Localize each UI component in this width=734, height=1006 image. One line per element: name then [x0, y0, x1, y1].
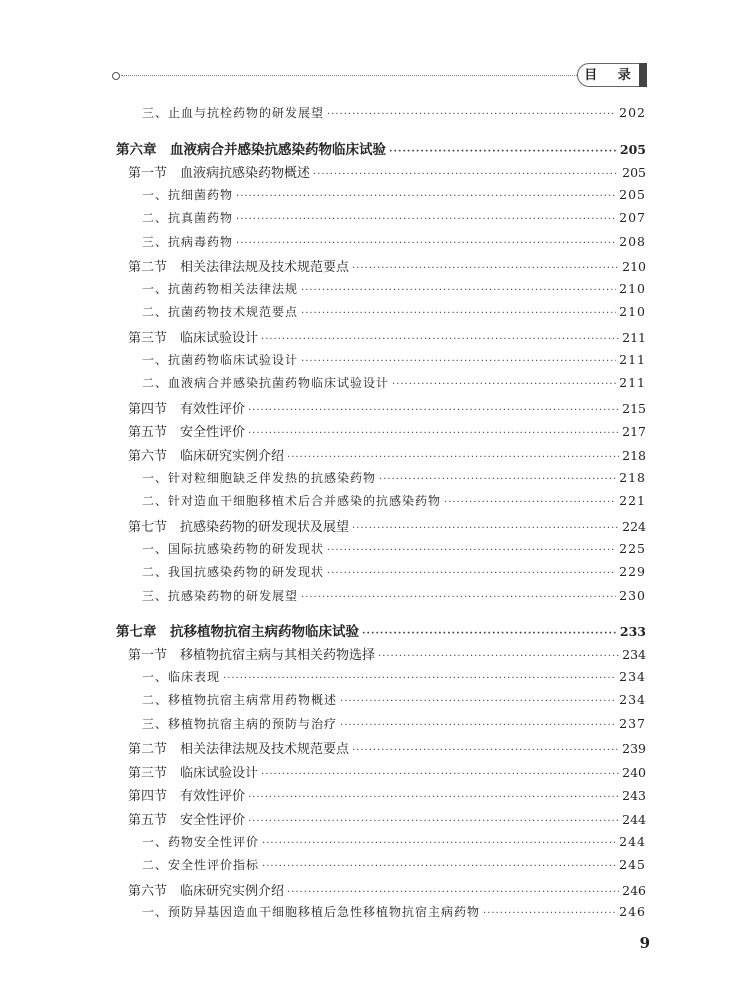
- toc-entry-page: 233: [619, 624, 646, 639]
- toc-section-entry: [128, 256, 646, 275]
- toc-leader-dots: [301, 592, 616, 603]
- toc-entry-page: 217: [622, 424, 646, 439]
- toc-entry-title: 第六章 血液病合并感染抗感染药物临床试验: [116, 142, 386, 158]
- toc-leader-dots: [261, 769, 619, 780]
- toc-entry-title: 一、临床表现: [142, 670, 221, 684]
- toc-entry-page: 210: [619, 281, 646, 296]
- toc-item-entry: [142, 691, 646, 708]
- toc-item-entry: [142, 186, 646, 203]
- toc-entry-title: 二、移植物抗宿主病常用药物概述: [142, 693, 338, 707]
- toc-item-entry: [142, 209, 646, 226]
- toc-entry-page: 225: [619, 541, 646, 556]
- toc-entry-title: 二、安全性评价指标: [142, 858, 260, 872]
- toc-entry-page: 234: [619, 669, 646, 684]
- page-number: 9: [639, 934, 650, 952]
- toc-item-entry: [142, 469, 646, 486]
- toc-entry-title: 二、血液病合并感染抗菌药物临床试验设计: [142, 376, 390, 390]
- toc-entry-page: 210: [619, 304, 646, 319]
- toc-entry-page: 234: [619, 692, 646, 707]
- toc-chapter-entry: [116, 138, 646, 158]
- toc-item-entry: [142, 833, 646, 850]
- toc-item-entry: [142, 351, 646, 368]
- toc-leader-dots: [261, 334, 619, 345]
- toc-item-entry: [142, 374, 646, 391]
- toc-entry-page: 205: [619, 187, 646, 202]
- toc-section-entry: [128, 738, 646, 757]
- toc-leader-dots: [362, 628, 617, 639]
- toc-leader-dots: [301, 285, 616, 296]
- toc-leader-dots: [248, 792, 619, 803]
- toc-entry-page: 218: [619, 470, 646, 485]
- toc-leader-dots: [378, 651, 619, 662]
- toc-entry-title: 第六节 临床研究实例介绍: [128, 884, 285, 899]
- toc-entry-title: 第三节 临床试验设计: [128, 331, 259, 346]
- toc-entry-page: 205: [622, 165, 646, 180]
- toc-entry-title: 一、预防异基因造血干细胞移植后急性移植物抗宿主病药物: [142, 905, 481, 919]
- toc-entry-page: 246: [619, 904, 646, 919]
- toc-entry-page: 211: [622, 330, 646, 345]
- toc-item-entry: [142, 856, 646, 873]
- toc-entry-page: 229: [619, 564, 646, 579]
- toc-section-entry: [128, 785, 646, 804]
- header-dotted-rule: [121, 75, 579, 76]
- toc-leader-dots: [340, 696, 616, 707]
- toc-section-entry: [128, 809, 646, 828]
- toc-entry-page: 207: [619, 210, 646, 225]
- toc-entry-page: 218: [622, 448, 646, 463]
- toc-entry-page: 246: [622, 883, 646, 898]
- toc-entry-title: 第一节 血液病抗感染药物概述: [128, 166, 311, 181]
- toc-leader-dots: [444, 497, 616, 508]
- toc-leader-dots: [248, 816, 619, 827]
- toc-leader-dots: [287, 887, 619, 898]
- toc-chapter-entry: [116, 620, 646, 640]
- toc-entry-title: 一、国际抗感染药物的研发现状: [142, 542, 325, 556]
- toc-entry-title: 一、抗菌药物相关法律法规: [142, 282, 299, 296]
- toc-entry-title: 一、抗细菌药物: [142, 188, 234, 202]
- toc-item-entry: [142, 104, 646, 121]
- toc-leader-dots: [352, 263, 619, 274]
- toc-leader-dots: [301, 308, 616, 319]
- toc-entry-page: 211: [619, 375, 646, 390]
- toc-entry-page: 234: [622, 647, 646, 662]
- toc-entry-page: 230: [619, 588, 646, 603]
- toc-leader-dots: [236, 214, 616, 225]
- toc-leader-dots: [287, 452, 619, 463]
- toc-section-entry: [128, 327, 646, 346]
- toc-entry-title: 第七章 抗移植物抗宿主病药物临床试验: [116, 624, 359, 640]
- toc-item-entry: [142, 492, 646, 509]
- toc-leader-dots: [352, 523, 619, 534]
- toc-entry-title: 二、抗菌药物技术规范要点: [142, 305, 299, 319]
- toc-entry-page: 244: [619, 834, 646, 849]
- toc-entry-title: 第四节 有效性评价: [128, 789, 246, 804]
- toc-section-entry: [128, 516, 646, 535]
- toc-item-entry: [142, 668, 646, 685]
- toc-leader-dots: [313, 169, 619, 180]
- toc-item-entry: [142, 540, 646, 557]
- toc-entry-title: 三、抗感染药物的研发展望: [142, 589, 299, 603]
- toc-entry-title: 二、我国抗感染药物的研发现状: [142, 565, 325, 579]
- toc-item-entry: [142, 715, 646, 732]
- toc-entry-page: 210: [622, 259, 646, 274]
- toc-entry-title: 第五节 安全性评价: [128, 813, 246, 828]
- toc-leader-dots: [327, 545, 616, 556]
- toc-item-entry: [142, 903, 646, 920]
- toc-item-entry: [142, 280, 646, 297]
- toc-entry-title: 二、针对造血干细胞移植术后合并感染的抗感染药物: [142, 494, 442, 508]
- toc-entry-title: 第一节 移植物抗宿主病与其相关药物选择: [128, 648, 376, 663]
- header-title: 目 录: [577, 63, 639, 87]
- toc-section-entry: [128, 162, 646, 181]
- toc-entry-page: 245: [619, 857, 646, 872]
- toc-entry-title: 三、抗病毒药物: [142, 235, 234, 249]
- toc-leader-dots: [352, 745, 619, 756]
- header-circle-ornament: [112, 72, 120, 80]
- toc-entry-page: 208: [619, 234, 646, 249]
- toc-entry-page: 244: [622, 812, 646, 827]
- toc-leader-dots: [340, 720, 616, 731]
- toc-entry-page: 205: [619, 142, 646, 157]
- toc-leader-dots: [483, 908, 616, 919]
- toc-entry-page: 224: [622, 519, 646, 534]
- toc-section-entry: [128, 762, 646, 781]
- running-header: [112, 60, 648, 90]
- toc-section-entry: [128, 421, 646, 440]
- toc-entry-title: 三、移植物抗宿主病的预防与治疗: [142, 717, 338, 731]
- toc-entry-title: 二、抗真菌药物: [142, 211, 234, 225]
- toc-entry-title: 一、药物安全性评价: [142, 835, 260, 849]
- toc-entry-title: 第七节 抗感染药物的研发现状及展望: [128, 520, 350, 535]
- toc-entry-page: 211: [619, 352, 646, 367]
- toc-entry-page: 202: [619, 105, 646, 120]
- toc-section-entry: [128, 445, 646, 464]
- toc-entry-title: 第二节 相关法律法规及技术规范要点: [128, 260, 350, 275]
- toc-leader-dots: [223, 673, 616, 684]
- header-bar-ornament: [639, 63, 647, 87]
- toc-section-entry: [128, 644, 646, 663]
- toc-leader-dots: [248, 405, 619, 416]
- toc-item-entry: [142, 587, 646, 604]
- toc-entry-page: 240: [622, 765, 646, 780]
- toc-entry-page: 221: [619, 493, 646, 508]
- toc-leader-dots: [236, 191, 616, 202]
- toc-leader-dots: [327, 109, 616, 120]
- toc-entry-title: 一、抗菌药物临床试验设计: [142, 353, 299, 367]
- toc-leader-dots: [248, 428, 619, 439]
- toc-leader-dots: [236, 238, 616, 249]
- toc-leader-dots: [389, 146, 617, 157]
- toc-entry-page: 243: [622, 788, 646, 803]
- toc-entry-title: 第五节 安全性评价: [128, 425, 246, 440]
- toc-entry-title: 第四节 有效性评价: [128, 402, 246, 417]
- toc-leader-dots: [379, 474, 616, 485]
- toc-leader-dots: [301, 356, 616, 367]
- toc-entry-page: 237: [619, 716, 646, 731]
- toc-entry-page: 239: [622, 741, 646, 756]
- toc-leader-dots: [327, 568, 616, 579]
- toc-item-entry: [142, 233, 646, 250]
- toc-leader-dots: [392, 379, 616, 390]
- toc-entry-title: 第六节 临床研究实例介绍: [128, 449, 285, 464]
- toc-section-entry: [128, 398, 646, 417]
- toc-entry-page: 215: [622, 401, 646, 416]
- toc-item-entry: [142, 303, 646, 320]
- toc-entry-title: 一、针对粒细胞缺乏伴发热的抗感染药物: [142, 471, 377, 485]
- toc-entry-title: 第三节 临床试验设计: [128, 766, 259, 781]
- toc-entry-title: 三、止血与抗栓药物的研发展望: [142, 106, 325, 120]
- toc-item-entry: [142, 563, 646, 580]
- toc-section-entry: [128, 880, 646, 899]
- toc-leader-dots: [262, 838, 616, 849]
- toc-leader-dots: [262, 861, 616, 872]
- toc-entry-title: 第二节 相关法律法规及技术规范要点: [128, 742, 350, 757]
